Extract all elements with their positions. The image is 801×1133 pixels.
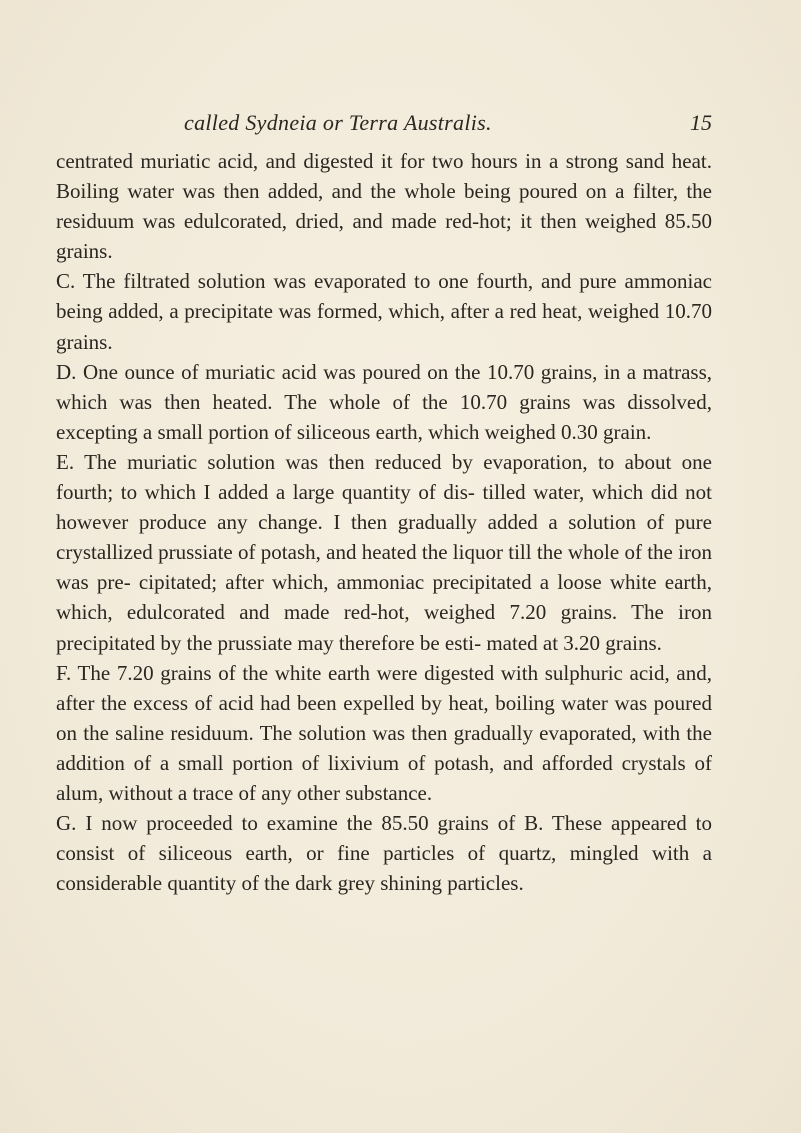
paragraph-d: D. One ounce of muriatic acid was poured on the 10.70 grains, in a matrass, which was then heated. The whole of the 10.70 grains was dissolved, excepting a small portion of siliceous earth, which weighed 0.30 grain. [56, 359, 712, 444]
paragraph-g: G. I now proceeded to examine the 85.50 grains of B. These appeared to consist of siliceous earth, or fine particles of quartz, mingled with a considerable quantity of the dark grey shining particles. [56, 811, 712, 896]
paragraph-f: F. The 7.20 grains of the white earth were digested with sulphuric acid, and, after the excess of acid had been expelled by heat, boiling water was poured on the saline residuum. The solution was then gradually evaporated, with the addition of a small portion of lixivium of potash, and afforded crystals of alum, without a trace of any other substance. [56, 660, 712, 805]
paragraph-c: C. The filtrated solution was evaporated to one fourth, and pure ammoniac being added, a precipitate was formed, which, after a red heat, weighed 10.70 grains. [56, 269, 712, 354]
page-header [56, 108, 712, 142]
paragraph-continuation: centrated muriatic acid, and digested it for two hours in a strong sand heat. Boiling water was then added, and the whole being poured on a filter, the residuum was edulcorated, dried, and made red-hot; it then weighed 85.50 grains. [56, 149, 712, 264]
paragraph-e: E. The muriatic solution was then reduced by evaporation, to about one fourth; to which I added a large quantity of dis- tilled water, which did not however produce any change. I then gradually added a solution of pure crystallized prussiate of potash, and heated the liquor till the whole of the iron was pre- cipitated; after which, ammoniac precipitated a loose white earth, which, edulcorated and made red-hot, weighed 7.20 grains. The iron precipitated by the prussiate may therefore be esti- mated at 3.20 grains. [56, 449, 712, 655]
running-title: called Sydneia or Terra Australis. [184, 110, 492, 135]
page-number: 15 [690, 110, 712, 135]
body-text [56, 146, 712, 898]
